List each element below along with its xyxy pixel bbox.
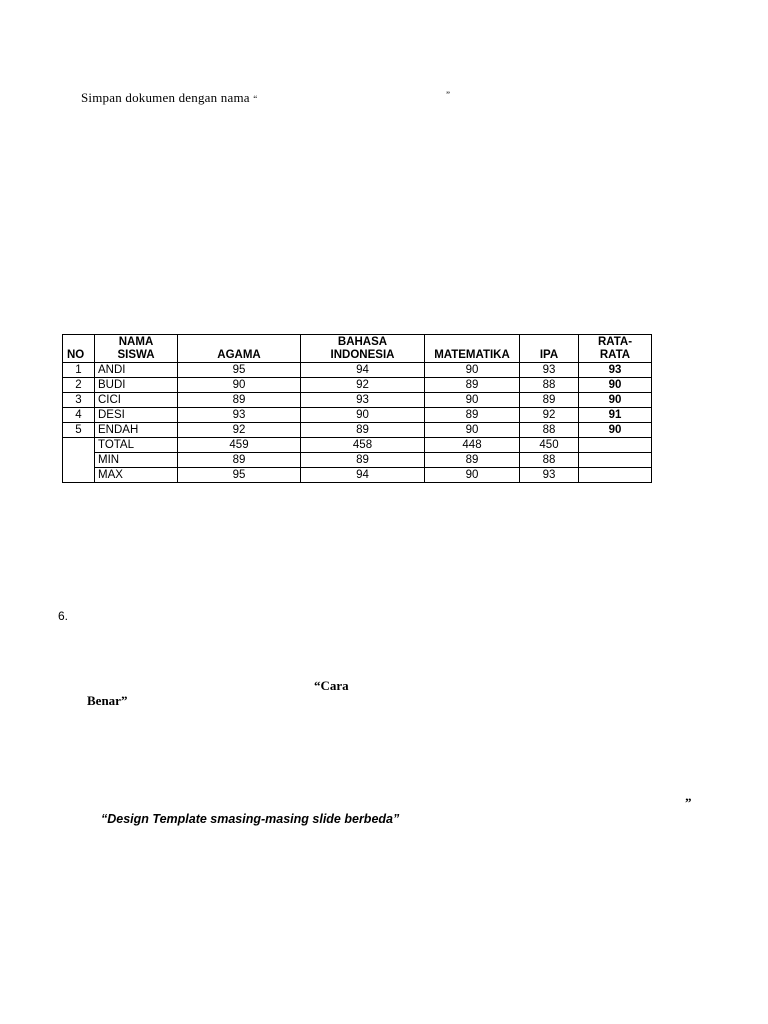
cell-matematika: 90: [425, 363, 520, 378]
cell-summary-label: MAX: [95, 468, 178, 483]
cell-bahasa: 458: [301, 438, 425, 453]
cell-agama: 93: [178, 408, 301, 423]
close-quote: ”: [446, 90, 450, 100]
cell-matematika: 89: [425, 408, 520, 423]
header-matematika: MATEMATIKA: [425, 335, 520, 363]
cell-ipa: 93: [520, 363, 579, 378]
cell-no: 3: [63, 393, 95, 408]
cara-benar-line2: Benar”: [87, 693, 128, 708]
cell-bahasa: 90: [301, 408, 425, 423]
cell-rata-rata: 90: [579, 393, 652, 408]
cell-rata-rata: 91: [579, 408, 652, 423]
table-header-row: [63, 335, 652, 363]
cell-bahasa: 89: [301, 423, 425, 438]
instruction-label: Simpan dokumen dengan nama: [81, 90, 250, 105]
cell-nama: CICI: [95, 393, 178, 408]
cell-nama: ENDAH: [95, 423, 178, 438]
cell-agama: 89: [178, 453, 301, 468]
cell-matematika: 90: [425, 468, 520, 483]
cell-rata-rata-empty: [579, 468, 652, 483]
cell-ipa: 88: [520, 378, 579, 393]
cell-ipa: 88: [520, 453, 579, 468]
cell-agama: 95: [178, 363, 301, 378]
cell-ipa: 93: [520, 468, 579, 483]
cell-rata-rata-empty: [579, 453, 652, 468]
cell-nama: DESI: [95, 408, 178, 423]
cell-matematika: 90: [425, 393, 520, 408]
cell-summary-label: TOTAL: [95, 438, 178, 453]
header-agama: AGAMA: [178, 335, 301, 363]
summary-row-min: [63, 453, 652, 468]
table-row: [63, 378, 652, 393]
table-row: [63, 363, 652, 378]
cell-bahasa: 89: [301, 453, 425, 468]
empty-no-cell: [63, 438, 95, 483]
grades-table: [62, 334, 652, 483]
cell-matematika: 89: [425, 378, 520, 393]
table-row: [63, 423, 652, 438]
table-row: [63, 408, 652, 423]
cell-matematika: 90: [425, 423, 520, 438]
summary-row-max: [63, 468, 652, 483]
cell-nama: BUDI: [95, 378, 178, 393]
cell-ipa: 450: [520, 438, 579, 453]
cell-matematika: 89: [425, 453, 520, 468]
cell-ipa: 89: [520, 393, 579, 408]
cell-bahasa: 94: [301, 363, 425, 378]
cell-bahasa: 92: [301, 378, 425, 393]
header-bahasa-indonesia: BAHASA INDONESIA: [301, 335, 425, 363]
cell-no: 1: [63, 363, 95, 378]
cell-matematika: 448: [425, 438, 520, 453]
cell-agama: 95: [178, 468, 301, 483]
cell-agama: 459: [178, 438, 301, 453]
header-no: NO: [63, 335, 95, 363]
design-template-text: “Design Template smasing-masing slide berbeda”: [101, 812, 400, 826]
table-row: [63, 393, 652, 408]
cell-bahasa: 93: [301, 393, 425, 408]
header-nama-siswa: NAMA SISWA: [95, 335, 178, 363]
cell-ipa: 92: [520, 408, 579, 423]
header-ipa: IPA: [520, 335, 579, 363]
cell-no: 2: [63, 378, 95, 393]
cell-rata-rata: 90: [579, 378, 652, 393]
summary-row-total: [63, 438, 652, 453]
header-rata-rata: RATA- RATA: [579, 335, 652, 363]
cell-no: 4: [63, 408, 95, 423]
cara-benar-line1: “Cara: [314, 678, 349, 693]
instruction-text: [81, 90, 257, 106]
open-quote: “: [253, 94, 258, 104]
cell-agama: 89: [178, 393, 301, 408]
cell-rata-rata: 90: [579, 423, 652, 438]
item-number: 6.: [58, 609, 69, 623]
cell-rata-rata-empty: [579, 438, 652, 453]
cell-rata-rata: 93: [579, 363, 652, 378]
cell-no: 5: [63, 423, 95, 438]
cell-ipa: 88: [520, 423, 579, 438]
cell-agama: 92: [178, 423, 301, 438]
cell-nama: ANDI: [95, 363, 178, 378]
cell-summary-label: MIN: [95, 453, 178, 468]
cell-bahasa: 94: [301, 468, 425, 483]
cell-agama: 90: [178, 378, 301, 393]
closing-quote: ”: [685, 795, 692, 810]
